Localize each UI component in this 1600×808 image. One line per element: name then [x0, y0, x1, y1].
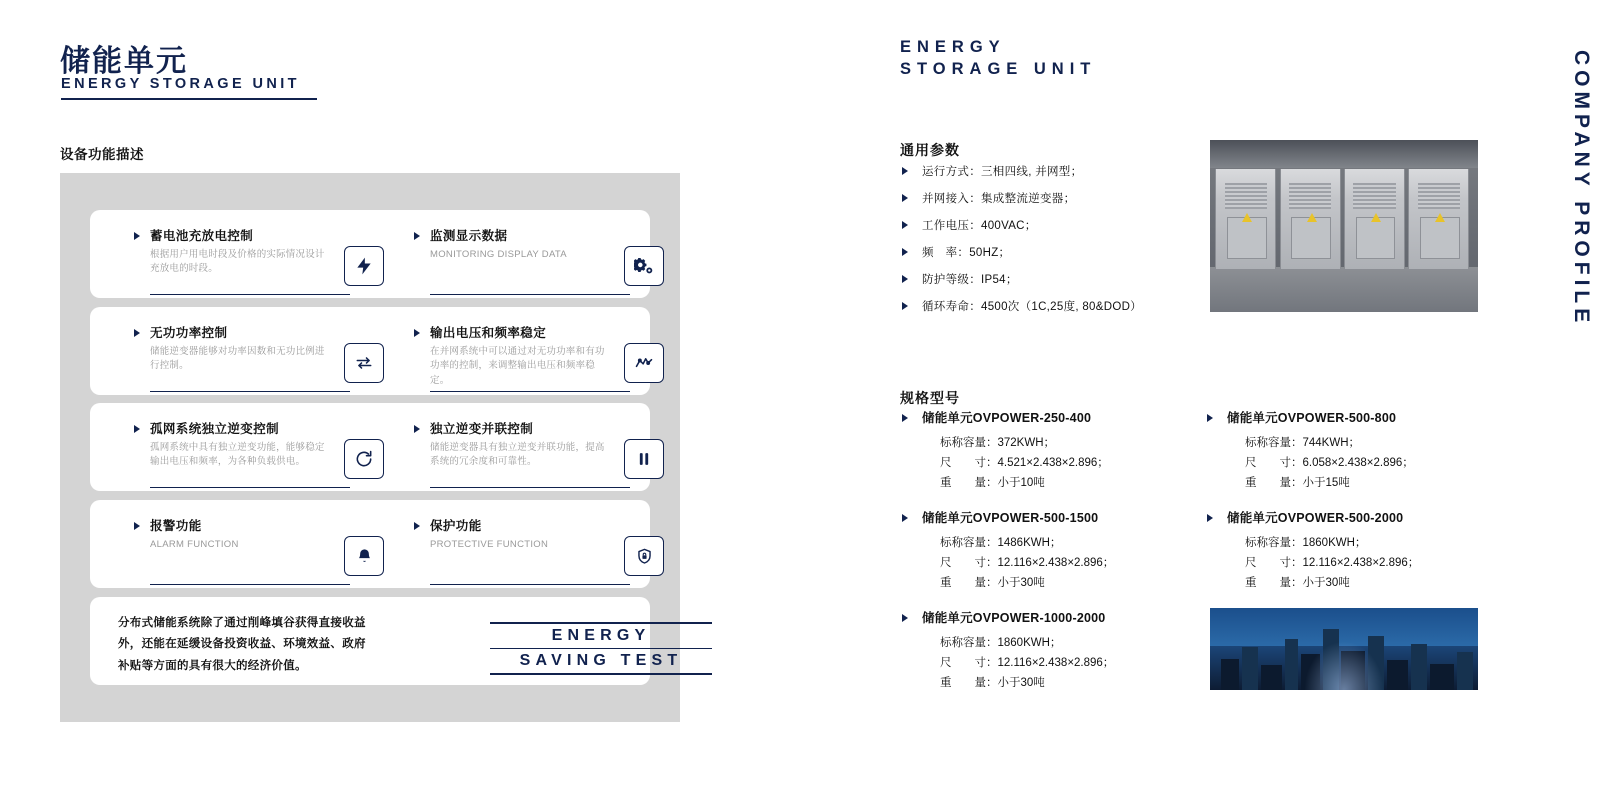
section-label-features: 设备功能描述	[60, 147, 144, 162]
warning-triangle-icon	[1242, 213, 1252, 222]
brand-line-2: SAVING TEST	[519, 652, 683, 670]
skyline-building	[1242, 647, 1258, 690]
spec-line: 重 量：小于30吨	[940, 676, 1045, 689]
skyline-building	[1411, 644, 1427, 690]
feature-desc: 孤网系统中具有独立逆变功能，能够稳定输出电压和频率，为各种负载供电。	[150, 442, 325, 468]
spec-line: 标称容量：372KWH；	[940, 437, 1056, 449]
bullet-arrow-icon	[902, 221, 908, 229]
side-vertical-text: COMPANY PROFILE	[1570, 50, 1593, 328]
feature-reactive-power-control	[112, 315, 392, 403]
right-title-line-2: STORAGE UNIT	[900, 60, 1097, 79]
feature-monitoring-display	[392, 218, 672, 306]
feature-title: 蓄电池充放电控制	[150, 229, 254, 243]
photo-floor	[1210, 267, 1478, 312]
spec-title: 储能单元OVPOWER-500-800	[1227, 411, 1397, 425]
feature-title: 无功功率控制	[150, 326, 228, 340]
param-text: 循环寿命：4500次（1C,25度, 80&DOD）	[922, 301, 1142, 313]
feature-title: 监测显示数据	[430, 229, 508, 243]
spec-title: 储能单元OVPOWER-500-1500	[922, 511, 1099, 525]
skyline-building	[1457, 652, 1473, 690]
battery-container-photo	[1210, 140, 1478, 312]
right-page-title	[900, 36, 1096, 81]
feature-protective-function	[392, 508, 672, 596]
param-item	[900, 244, 1200, 271]
bell-icon	[344, 536, 384, 576]
spec-line: 重 量：小于10吨	[940, 476, 1045, 489]
param-text: 防护等级：IP54；	[922, 274, 1018, 286]
page-title-en: ENERGY STORAGE UNIT	[61, 76, 300, 92]
spec-title: 储能单元OVPOWER-250-400	[922, 411, 1092, 425]
city-skyline-night-photo	[1210, 608, 1478, 690]
lightning-icon	[344, 246, 384, 286]
spec-line: 标称容量：1860KWH；	[1245, 537, 1367, 549]
bullet-arrow-icon	[1207, 414, 1213, 422]
spec-line: 重 量：小于30吨	[1245, 576, 1350, 589]
param-text: 频 率：50HZ；	[922, 247, 1011, 259]
title-underline	[61, 98, 317, 100]
feature-title: 孤网系统独立逆变控制	[150, 422, 280, 436]
bullet-arrow-icon	[134, 425, 140, 433]
spec-lines	[940, 634, 1114, 693]
param-item	[900, 163, 1200, 190]
bullet-arrow-icon	[902, 194, 908, 202]
param-item	[900, 217, 1200, 244]
spec-line: 重 量：小于30吨	[940, 576, 1045, 589]
feature-desc: 根据用户用电时段及价格的实际情况设计充放电的时段。	[150, 249, 325, 275]
bullet-arrow-icon	[414, 329, 420, 337]
bullet-arrow-icon	[902, 414, 908, 422]
waveform-icon	[624, 343, 664, 383]
param-item	[900, 298, 1200, 325]
feature-island-inverter-control	[112, 411, 392, 499]
feature-rule	[430, 391, 630, 392]
feature-title: 输出电压和频率稳定	[430, 326, 547, 340]
general-params-heading: 通用参数	[900, 142, 960, 158]
param-item	[900, 271, 1200, 298]
feature-title: 保护功能	[430, 519, 482, 533]
spec-line: 尺 寸：12.116×2.438×2.896；	[940, 656, 1115, 669]
bullet-arrow-icon	[902, 248, 908, 256]
spec-line: 标称容量：1860KWH；	[940, 637, 1062, 649]
bullet-arrow-icon	[134, 522, 140, 530]
spec-title: 储能单元OVPOWER-1000-2000	[922, 611, 1106, 625]
exchange-arrows-icon	[344, 343, 384, 383]
summary-text: 分布式储能系统除了通过削峰填谷获得直接收益外，还能在延缓设备投资收益、环境效益、政府补贴等方面的具有很大的经济价值。	[118, 617, 366, 672]
bullet-arrow-icon	[1207, 514, 1213, 522]
right-page	[880, 0, 1600, 808]
param-item	[900, 190, 1200, 217]
feature-desc: PROTECTIVE FUNCTION	[430, 539, 549, 550]
container-door	[1420, 217, 1460, 259]
feature-rule	[430, 487, 630, 488]
container-vent	[1225, 183, 1267, 209]
feature-rule	[150, 487, 350, 488]
feature-parallel-inverter-control	[392, 411, 672, 499]
pause-bars-icon	[624, 439, 664, 479]
city-glow	[1304, 641, 1384, 690]
spec-line: 标称容量：744KWH；	[1245, 437, 1361, 449]
container-unit	[1280, 169, 1341, 269]
bullet-arrow-icon	[902, 167, 908, 175]
spec-lines	[940, 534, 1114, 593]
container-unit	[1215, 169, 1276, 269]
right-title-line-1: ENERGY	[900, 38, 1006, 56]
bullet-arrow-icon	[902, 614, 908, 622]
feature-rule	[430, 294, 630, 295]
feature-desc: ALARM FUNCTION	[150, 539, 239, 550]
bullet-arrow-icon	[134, 232, 140, 240]
settings-gear-icon	[624, 246, 664, 286]
bullet-arrow-icon	[414, 425, 420, 433]
feature-desc: 储能逆变器能够对功率因数和无功比例进行控制。	[150, 346, 325, 372]
bullet-arrow-icon	[134, 329, 140, 337]
spec-line: 尺 寸：6.058×2.438×2.896；	[1245, 456, 1414, 469]
warning-triangle-icon	[1307, 213, 1317, 222]
spec-lines	[1245, 534, 1419, 593]
feature-rule	[430, 584, 630, 585]
bullet-arrow-icon	[414, 232, 420, 240]
spec-line: 尺 寸：12.116×2.438×2.896；	[940, 556, 1115, 569]
brand-rule-top	[490, 622, 712, 624]
energy-saving-brand	[490, 619, 712, 678]
warning-triangle-icon	[1371, 213, 1381, 222]
general-params-list	[900, 163, 1200, 325]
feature-rule	[150, 391, 350, 392]
spec-lines	[1245, 434, 1414, 493]
skyline-building	[1430, 664, 1454, 690]
param-text: 工作电压：400VAC；	[922, 220, 1037, 232]
container-vent	[1353, 183, 1395, 209]
container-vent	[1289, 183, 1331, 209]
brand-line-1: ENERGY	[551, 626, 651, 644]
spec-line: 尺 寸：4.521×2.438×2.896；	[940, 456, 1109, 469]
skyline-building	[1285, 639, 1298, 690]
bullet-arrow-icon	[414, 522, 420, 530]
skyline-building	[1387, 660, 1408, 690]
bullet-arrow-icon	[902, 275, 908, 283]
spec-models-heading: 规格型号	[900, 390, 960, 406]
spec-lines	[940, 434, 1109, 493]
container-unit	[1344, 169, 1405, 269]
container-unit	[1408, 169, 1469, 269]
brand-rule-bottom	[490, 673, 712, 675]
brand-rule-mid	[490, 648, 712, 650]
feature-title: 报警功能	[150, 519, 202, 533]
feature-rule	[150, 294, 350, 295]
spec-line: 标称容量：1486KWH；	[940, 537, 1062, 549]
page-title-cn: 储能单元	[60, 45, 188, 78]
container-door	[1227, 217, 1267, 259]
feature-alarm-function	[112, 508, 392, 596]
feature-rule	[150, 584, 350, 585]
feature-desc: MONITORING DISPLAY DATA	[430, 249, 567, 260]
bullet-arrow-icon	[902, 514, 908, 522]
feature-output-voltage-frequency	[392, 315, 672, 403]
spec-title: 储能单元OVPOWER-500-2000	[1227, 511, 1404, 525]
feature-battery-charge-control	[112, 218, 392, 306]
refresh-cycle-icon	[344, 439, 384, 479]
param-text: 并网接入：集成整流逆变器；	[922, 193, 1076, 205]
skyline-building	[1261, 665, 1282, 690]
feature-title: 独立逆变并联控制	[430, 422, 534, 436]
feature-desc: 在并网系统中可以通过对无功功率和有功功率的控制，来调整输出电压和频率稳定。	[430, 346, 605, 386]
shield-lock-icon	[624, 536, 664, 576]
bullet-arrow-icon	[902, 302, 908, 310]
summary-block	[90, 597, 683, 685]
container-door	[1356, 217, 1396, 259]
param-text: 运行方式：三相四线, 并网型；	[922, 166, 1083, 178]
container-vent	[1418, 183, 1460, 209]
photo-ceiling	[1210, 140, 1478, 168]
skyline-building	[1221, 659, 1240, 690]
container-door	[1291, 217, 1331, 259]
spec-line: 重 量：小于15吨	[1245, 476, 1350, 489]
spec-line: 尺 寸：12.116×2.438×2.896；	[1245, 556, 1420, 569]
warning-triangle-icon	[1435, 213, 1445, 222]
feature-desc: 储能逆变器具有独立逆变并联功能，提高系统的冗余度和可靠性。	[430, 442, 605, 468]
